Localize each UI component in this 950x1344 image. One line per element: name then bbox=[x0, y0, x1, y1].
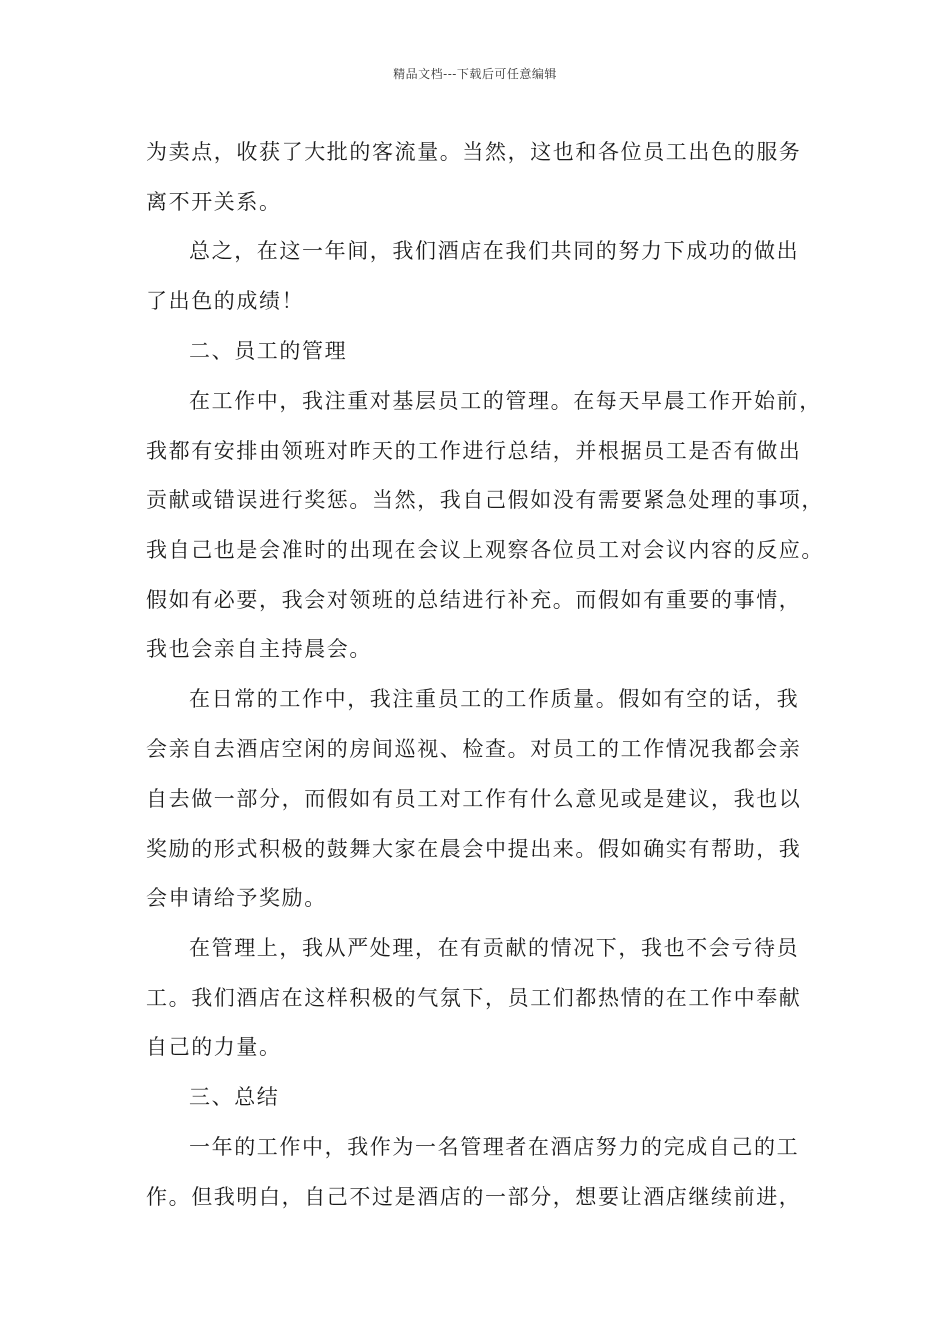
body-line: 自去做一部分，而假如有员工对工作有什么意见或是建议，我也以 bbox=[146, 787, 802, 811]
body-line: 假如有必要，我会对领班的总结进行补充。而假如有重要的事情， bbox=[146, 588, 802, 612]
paragraph-start-line: 在日常的工作中，我注重员工的工作质量。假如有空的话，我 bbox=[189, 687, 800, 711]
section-heading: 三、总结 bbox=[189, 1085, 280, 1109]
paragraph-start-line: 总之，在这一年间，我们酒店在我们共同的努力下成功的做出 bbox=[189, 239, 800, 263]
body-line: 会申请给予奖励。 bbox=[146, 886, 327, 910]
body-line: 奖励的形式积极的鼓舞大家在晨会中提出来。假如确实有帮助，我 bbox=[146, 837, 802, 861]
body-line: 了出色的成绩！ bbox=[146, 289, 305, 313]
body-line: 离不开关系。 bbox=[146, 190, 282, 214]
paragraph-start-line: 在工作中，我注重对基层员工的管理。在每天早晨工作开始前， bbox=[189, 389, 822, 413]
body-line: 会亲自去酒店空闲的房间巡视、检查。对员工的工作情况我都会亲 bbox=[146, 737, 802, 761]
paragraph-start-line: 一年的工作中，我作为一名管理者在酒店努力的完成自己的工 bbox=[189, 1135, 800, 1159]
body-line: 贡献或错误进行奖惩。当然，我自己假如没有需要紧急处理的事项， bbox=[146, 488, 824, 512]
body-line: 我也会亲自主持晨会。 bbox=[146, 637, 372, 661]
paragraph-start-line: 在管理上，我从严处理，在有贡献的情况下，我也不会亏待员 bbox=[189, 936, 800, 960]
body-line: 作。但我明白，自己不过是酒店的一部分，想要让酒店继续前进， bbox=[146, 1185, 802, 1209]
body-line: 我自己也是会准时的出现在会议上观察各位员工对会议内容的反应。 bbox=[146, 538, 824, 562]
body-line: 我都有安排由领班对昨天的工作进行总结，并根据员工是否有做出 bbox=[146, 439, 802, 463]
body-line: 工。我们酒店在这样积极的气氛下，员工们都热情的在工作中奉献 bbox=[146, 986, 802, 1010]
section-heading: 二、员工的管理 bbox=[189, 339, 348, 363]
page-header: 精品文档---下载后可任意编辑 bbox=[393, 67, 557, 81]
body-line: 为卖点，收获了大批的客流量。当然，这也和各位员工出色的服务 bbox=[146, 140, 802, 164]
body-line: 自己的力量。 bbox=[146, 1035, 282, 1059]
